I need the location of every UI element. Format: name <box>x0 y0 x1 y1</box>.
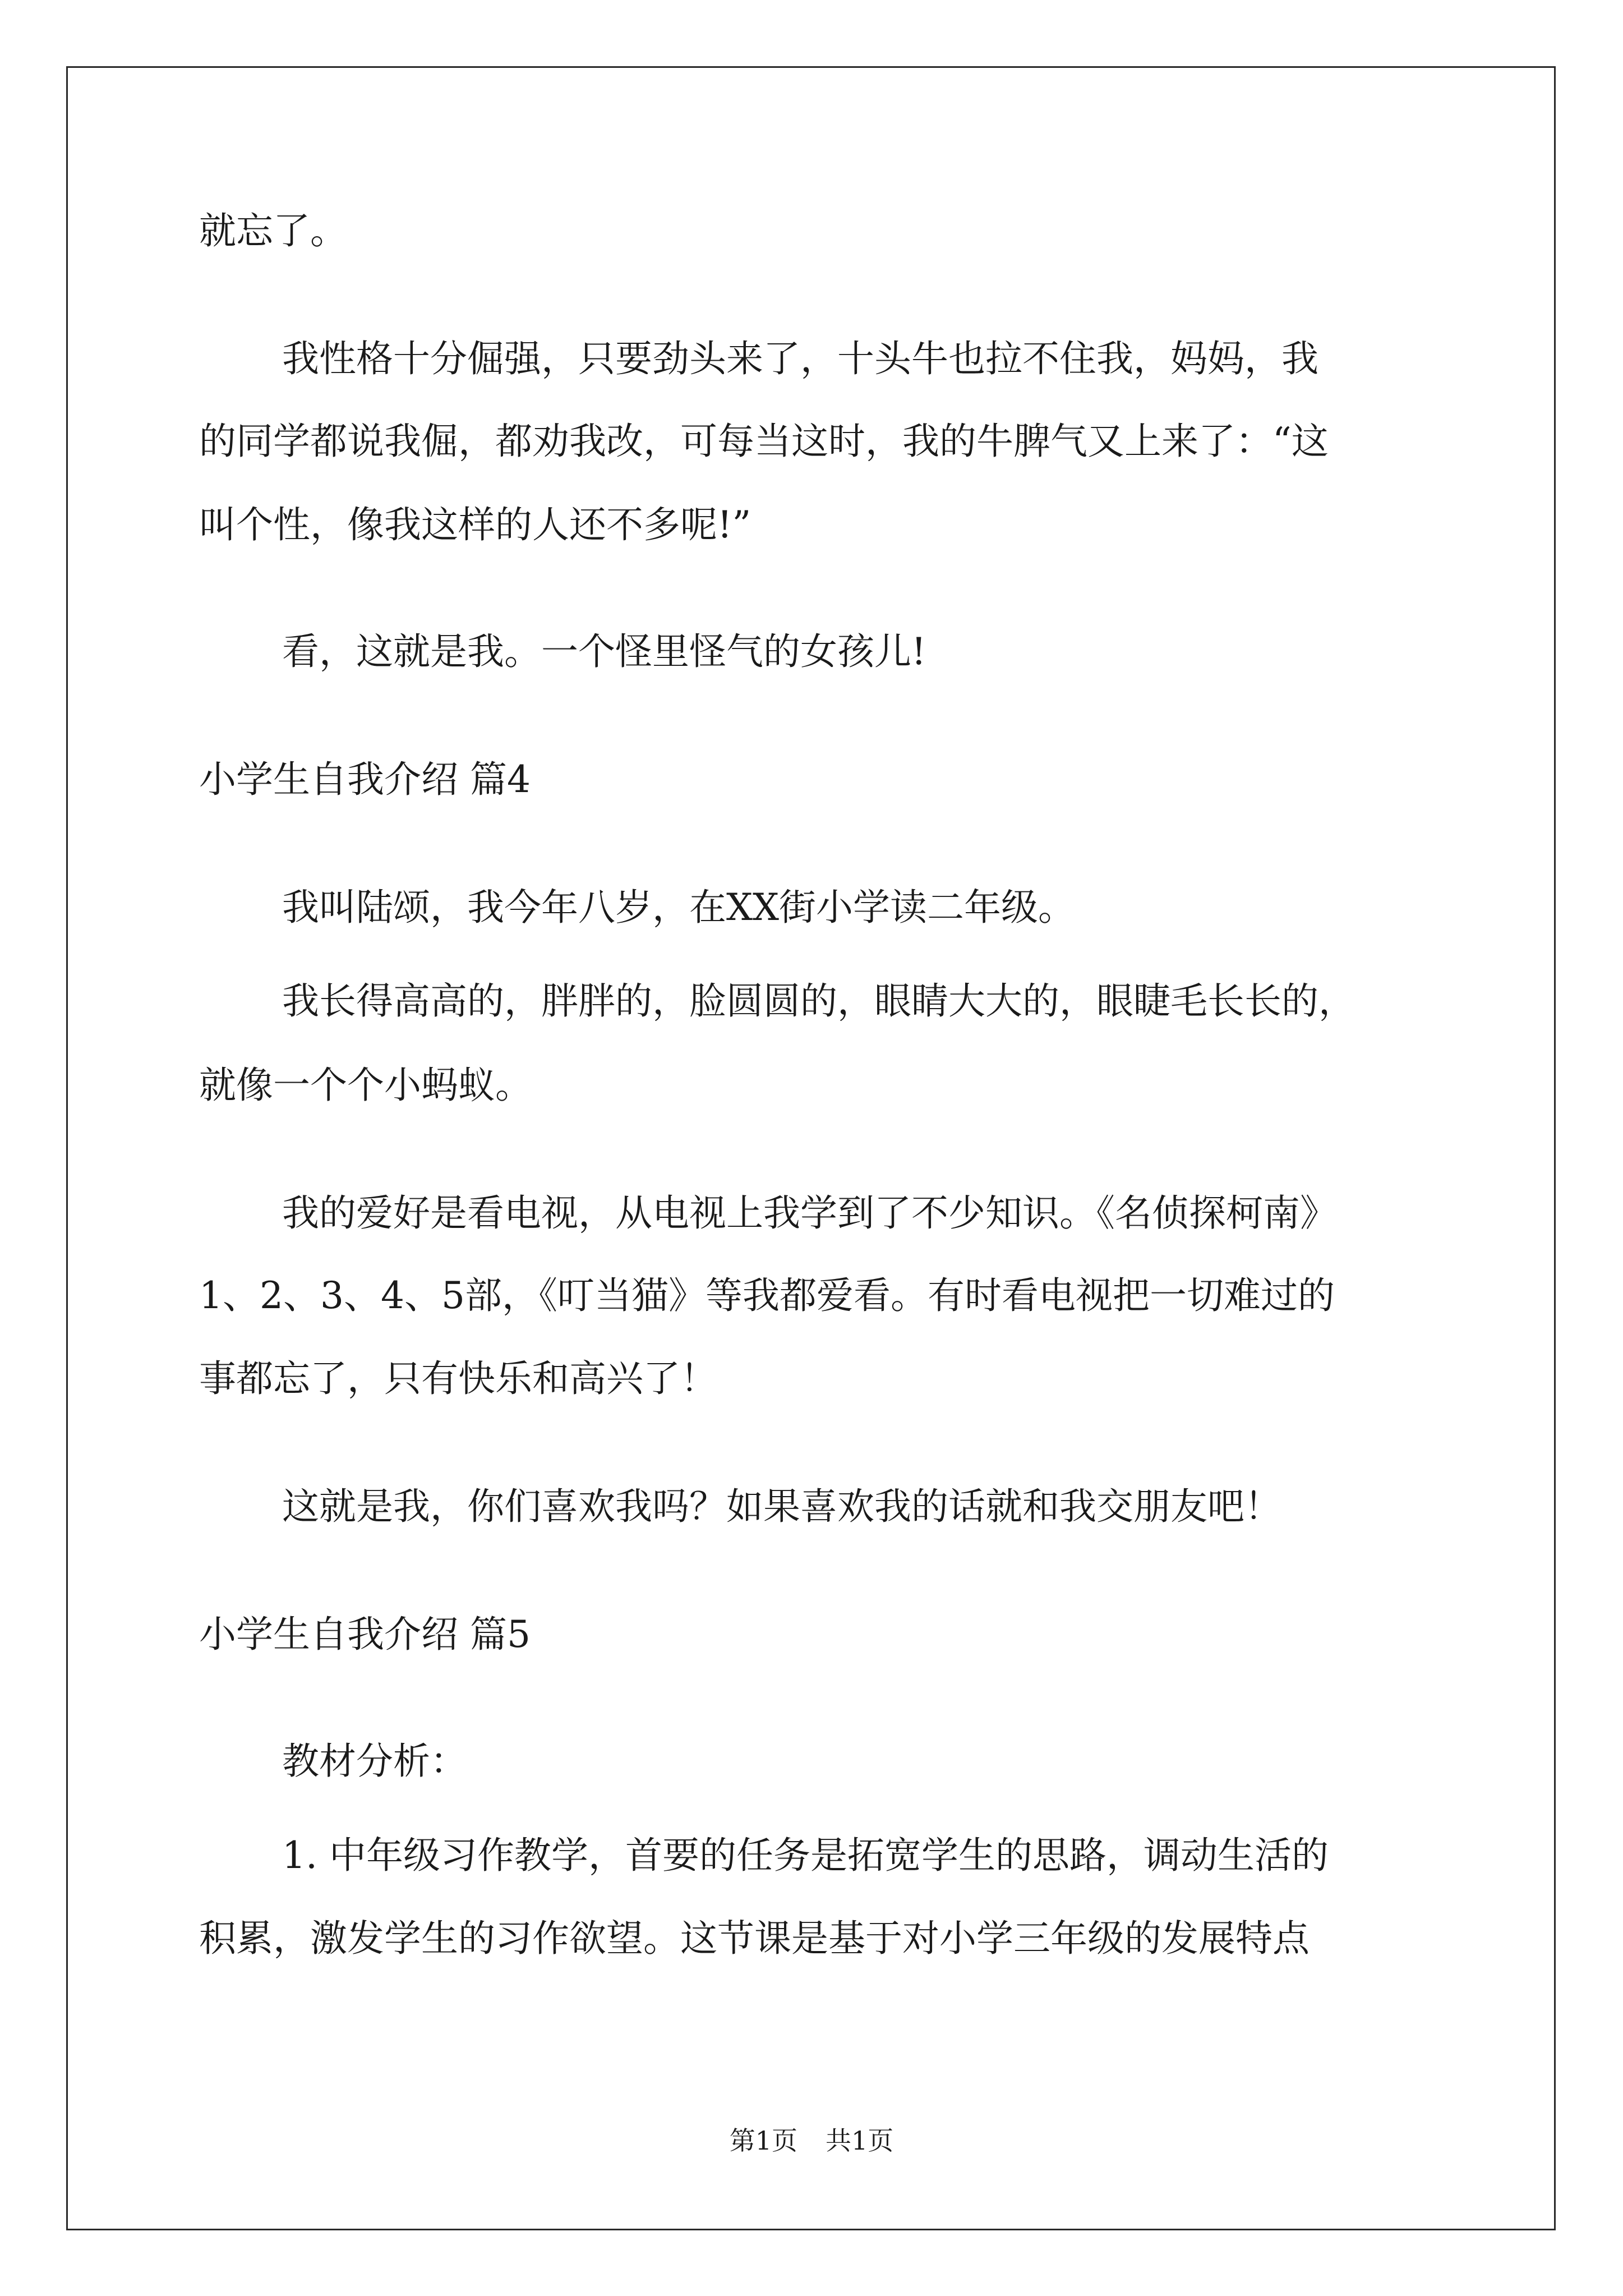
paragraph-line: 就忘了。 <box>199 209 347 252</box>
paragraph-line: 叫个性，像我这样的人还不多呢!” <box>199 503 751 546</box>
paragraph-line: 1. 中年级习作教学，首要的任务是拓宽学生的思路，调动生活的 <box>282 1834 1329 1877</box>
section-heading: 小学生自我介绍 篇5 <box>199 1613 531 1656</box>
paragraph-line: 就像一个个小蚂蚁。 <box>199 1064 532 1107</box>
paragraph-line: 事都忘了，只有快乐和高兴了！ <box>199 1357 717 1400</box>
page-total: 共1页 <box>826 2125 894 2156</box>
paragraph-line: 我性格十分倔强，只要劲头来了，十头牛也拉不住我，妈妈，我 <box>282 337 1318 380</box>
paragraph-line: 我的爱好是看电视，从电视上我学到了不少知识。《名侦探柯南》 <box>282 1191 1337 1235</box>
paragraph-line: 1、2、3、4、5部，《叮当猫》等我都爱看。有时看电视把一切难过的 <box>199 1274 1335 1317</box>
page-footer <box>0 2124 1623 2157</box>
page-border <box>66 66 1556 2230</box>
paragraph-line: 我叫陆颂，我今年八岁，在XX街小学读二年级。 <box>282 886 1075 929</box>
paragraph-line: 看，这就是我。一个怪里怪气的女孩儿! <box>282 630 926 673</box>
paragraph-line: 这就是我，你们喜欢我吗？如果喜欢我的话就和我交朋友吧！ <box>282 1485 1281 1528</box>
paragraph-line: 我长得高高的，胖胖的，脸圆圆的，眼睛大大的，眼睫毛长长的， <box>282 979 1355 1023</box>
paragraph-line: 的同学都说我倔，都劝我改，可每当这时，我的牛脾气又上来了：“这 <box>199 420 1329 463</box>
paragraph-line: 教材分析： <box>282 1740 467 1783</box>
paragraph-line: 积累，激发学生的习作欲望。这节课是基于对小学三年级的发展特点 <box>199 1917 1310 1960</box>
section-heading: 小学生自我介绍 篇4 <box>199 758 531 801</box>
page-number: 第1页 <box>729 2125 797 2156</box>
